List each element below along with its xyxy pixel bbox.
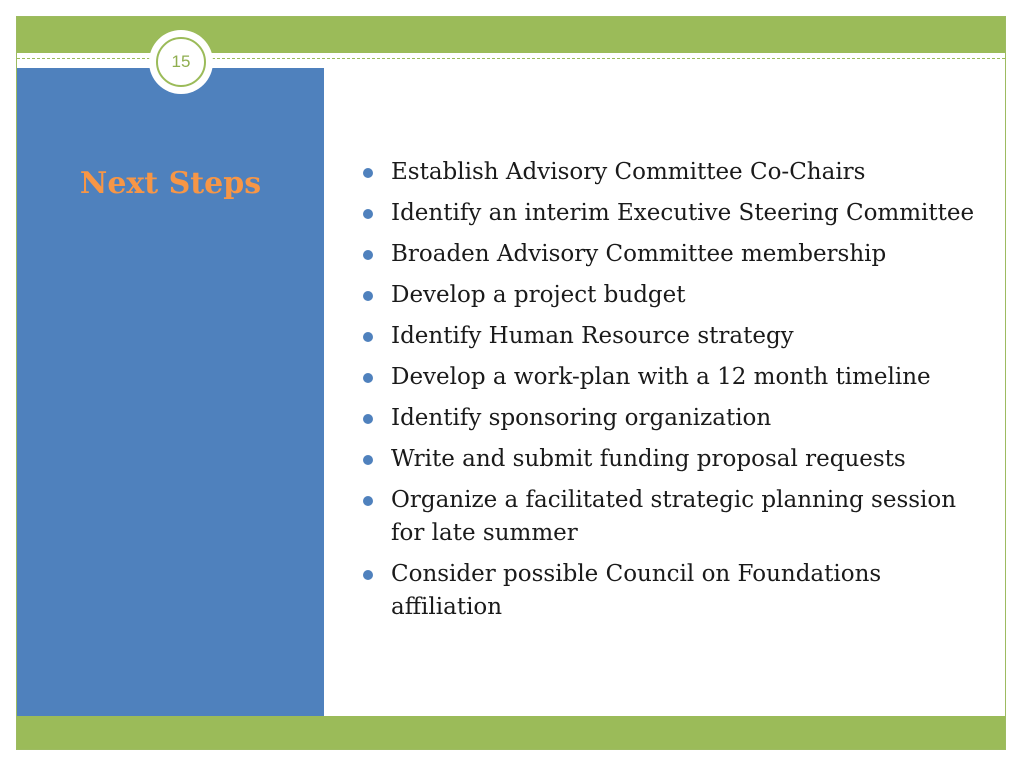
list-item-text: Develop a work-plan with a 12 month timeline — [391, 364, 931, 390]
bullet-icon — [363, 250, 373, 260]
page-number-badge — [149, 30, 213, 94]
list-item — [362, 484, 982, 550]
slide-title: Next Steps — [79, 166, 262, 201]
bullet-icon — [363, 570, 373, 580]
bullet-icon — [363, 168, 373, 178]
bullet-icon — [363, 291, 373, 301]
list-item — [362, 156, 982, 189]
list-item-text: Write and submit funding proposal requests — [391, 446, 906, 472]
bullet-icon — [363, 455, 373, 465]
list-item-text: Develop a project budget — [391, 282, 686, 308]
list-item — [362, 361, 982, 394]
list-item-text: Consider possible Council on Foundations affiliation — [391, 561, 882, 620]
bullet-icon — [363, 496, 373, 506]
list-item — [362, 402, 982, 435]
list-item-text: Identify Human Resource strategy — [391, 323, 794, 349]
list-item-text: Broaden Advisory Committee membership — [391, 241, 887, 267]
list-item — [362, 320, 982, 353]
bullet-icon — [363, 414, 373, 424]
list-item-text: Identify an interim Executive Steering Committee — [391, 200, 975, 226]
bullet-icon — [363, 373, 373, 383]
list-item — [362, 197, 982, 230]
list-item-text: Establish Advisory Committee Co-Chairs — [391, 159, 866, 185]
list-item — [362, 443, 982, 476]
list-item-text: Identify sponsoring organization — [391, 405, 772, 431]
list-item — [362, 238, 982, 271]
bottom-band — [17, 716, 1005, 749]
bullet-icon — [363, 332, 373, 342]
list-item — [362, 558, 982, 624]
bullet-list — [362, 156, 982, 632]
list-item — [362, 279, 982, 312]
page-number: 15 — [156, 37, 206, 87]
bullet-icon — [363, 209, 373, 219]
list-item-text: Organize a facilitated strategic planning session for late summer — [391, 487, 957, 546]
